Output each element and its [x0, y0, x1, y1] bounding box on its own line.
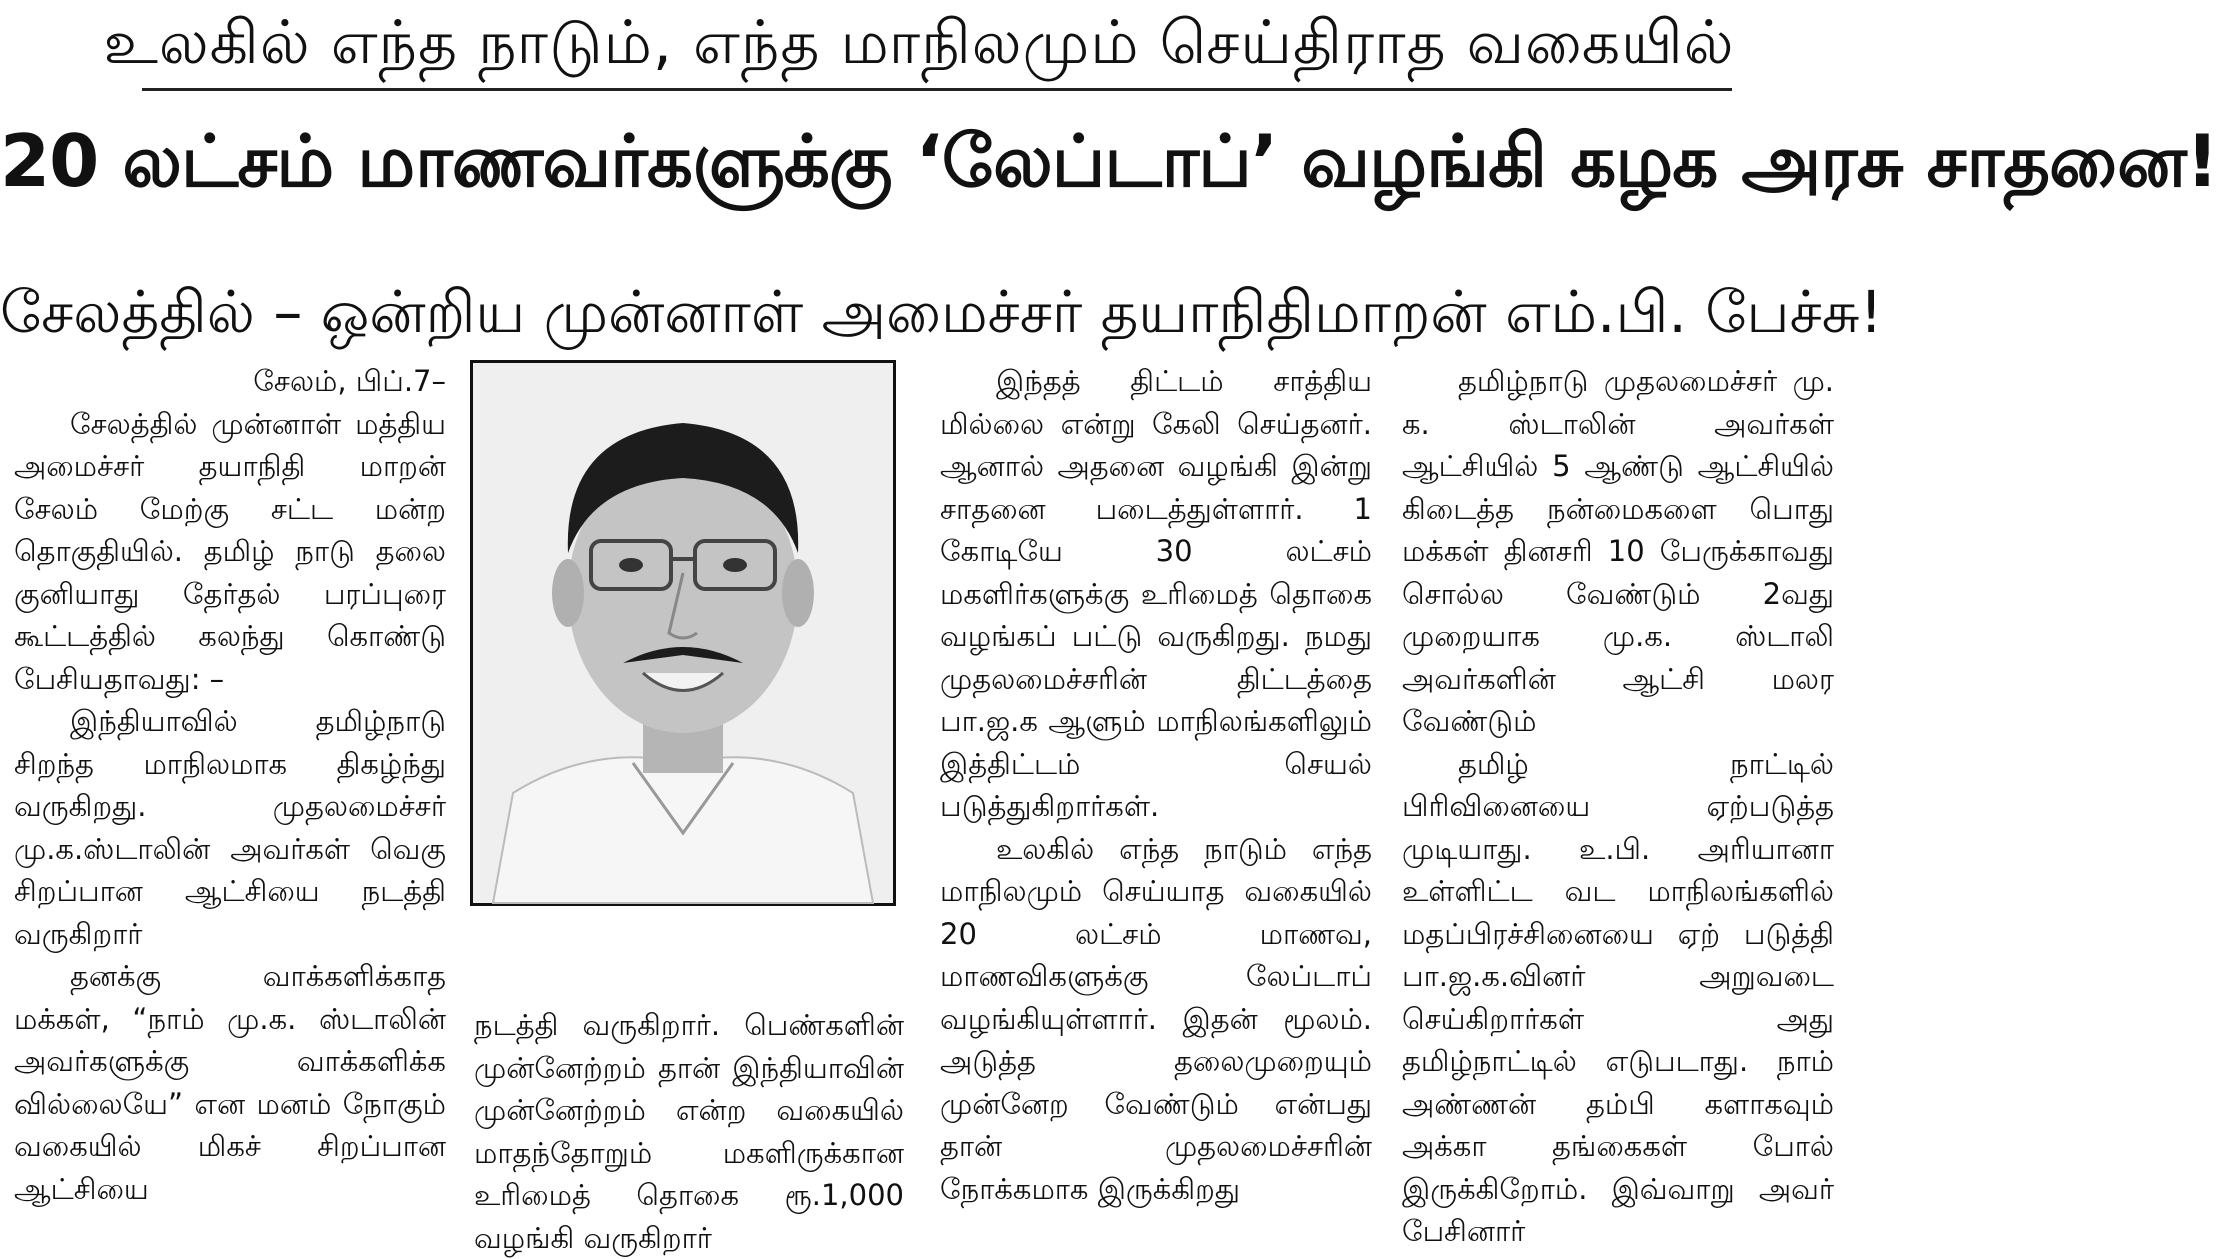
paragraph: உலகில் எந்த நாடும் எந்த மாநிலமும் செய்யாத வகையில் 20 லட்சம் மாணவ, மாணவிகளுக்கு லேப்டாப் வழங்கியுள்ளார். இதன் மூலம். அடுத்த தலைமுறையும் முன்னேற வேண்டும் என்பது தான் முதலமைச்சரின் நோக்கமாக இருக்கிறது: [940, 831, 1372, 1206]
paragraph: சேலத்தில் முன்னாள் மத்திய அமைச்சர் தயாநிதி மாறன் சேலம் மேற்கு சட்ட மன்ற தொகுதியில். தமிழ் நாடு தலை குனியாது தேர்தல் பரப்புரை கூட்டத்தில் கலந்து கொண்டு பேசியதாவது: –: [14, 406, 446, 696]
paragraph: இந்தத் திட்டம் சாத்திய மில்லை என்று கேலி செய்தனர். ஆனால் அதனை வழங்கி இன்று சாதனை படைத்துள்ளார். 1 கோடியே 30 லட்சம் மகளிர்களுக்கு உரிமைத் தொகை வழங்கப் பட்டு வருகிறது. நமது முதலமைச்சரின் திட்டத்தை பா.ஜ.க ஆளும் மாநிலங்களிலும் இத்திட்டம் செயல் படுத்துகிறார்கள்.: [940, 364, 1372, 823]
paragraph: தமிழ்நாடு முதலமைச்சர் மு. க. ஸ்டாலின் அவர்கள் ஆட்சியில் 5 ஆண்டு ஆட்சியில் கிடைத்த நன்மைகளை பொது மக்கள் தினசரி 10 பேருக்காவது சொல்ல வேண்டும் 2வது முறையாக மு.க. ஸ்டாலி அவர்களின் ஆட்சி மலர வேண்டும்: [1402, 364, 1834, 738]
article-column-3: [940, 360, 1372, 1218]
portrait-photo-icon: [473, 363, 893, 903]
article-column-2: [474, 1004, 904, 1255]
portrait-photo: [470, 360, 896, 906]
paragraph: இந்தியாவில் தமிழ்நாடு சிறந்த மாநிலமாக திகழ்ந்து வருகிறது. முதலமைச்சர் மு.க.ஸ்டாலின் அவர்கள் வெகு சிறப்பான ஆட்சியை நடத்தி வருகிறார்: [14, 704, 446, 951]
kicker-headline: உலகில் எந்த நாடும், எந்த மாநிலமும் செய்திராத வகையில்: [103, 8, 1735, 78]
dateline: சேலம், பிப்.7–: [253, 364, 446, 398]
main-headline: 20 லட்சம் மாணவர்களுக்கு ‘லேப்டாப்’ வழங்கி கழக அரசு சாதனை!: [0, 119, 2218, 203]
headline-divider: [142, 88, 1732, 91]
article-column-1: [14, 360, 446, 1218]
paragraph: தமிழ் நாட்டில் பிரிவினையை ஏற்படுத்த முடியாது. உ.பி. அரியானா உள்ளிட்ட வட மாநிலங்களில் மதப்பிரச்சினையை ஏற் படுத்தி பா.ஜ.க.வினர் அறுவடை செய்கிறார்கள் அது தமிழ்நாட்டில் எடுபடாது. நாம் அண்ணன் தம்பி களாகவும் அக்கா தங்கைகள் போல் இருக்கிறோம். இவ்வாறு அவர் பேசினார்: [1402, 746, 1834, 1248]
article-column-4: [1402, 360, 1834, 1248]
paragraph: தனக்கு வாக்களிக்காத மக்கள், “நாம் மு.க. ஸ்டாலின் அவர்களுக்கு வாக்களிக்க வில்லையே” என மனம் நோகும் வகையில் மிகச் சிறப்பான ஆட்சியை: [14, 959, 446, 1206]
paragraph: நடத்தி வருகிறார். பெண்களின் முன்னேற்றம் தான் இந்தியாவின் முன்னேற்றம் என்ற வகையில் மாதந்தோறும் மகளிருக்கான உரிமைத் தொகை ரூ.1,000 வழங்கி வருகிறார்: [474, 1008, 904, 1255]
sub-headline: சேலத்தில் – ஒன்றிய முன்னாள் அமைச்சர் தயாநிதிமாறன் எம்.பி. பேச்சு!: [0, 278, 1883, 346]
